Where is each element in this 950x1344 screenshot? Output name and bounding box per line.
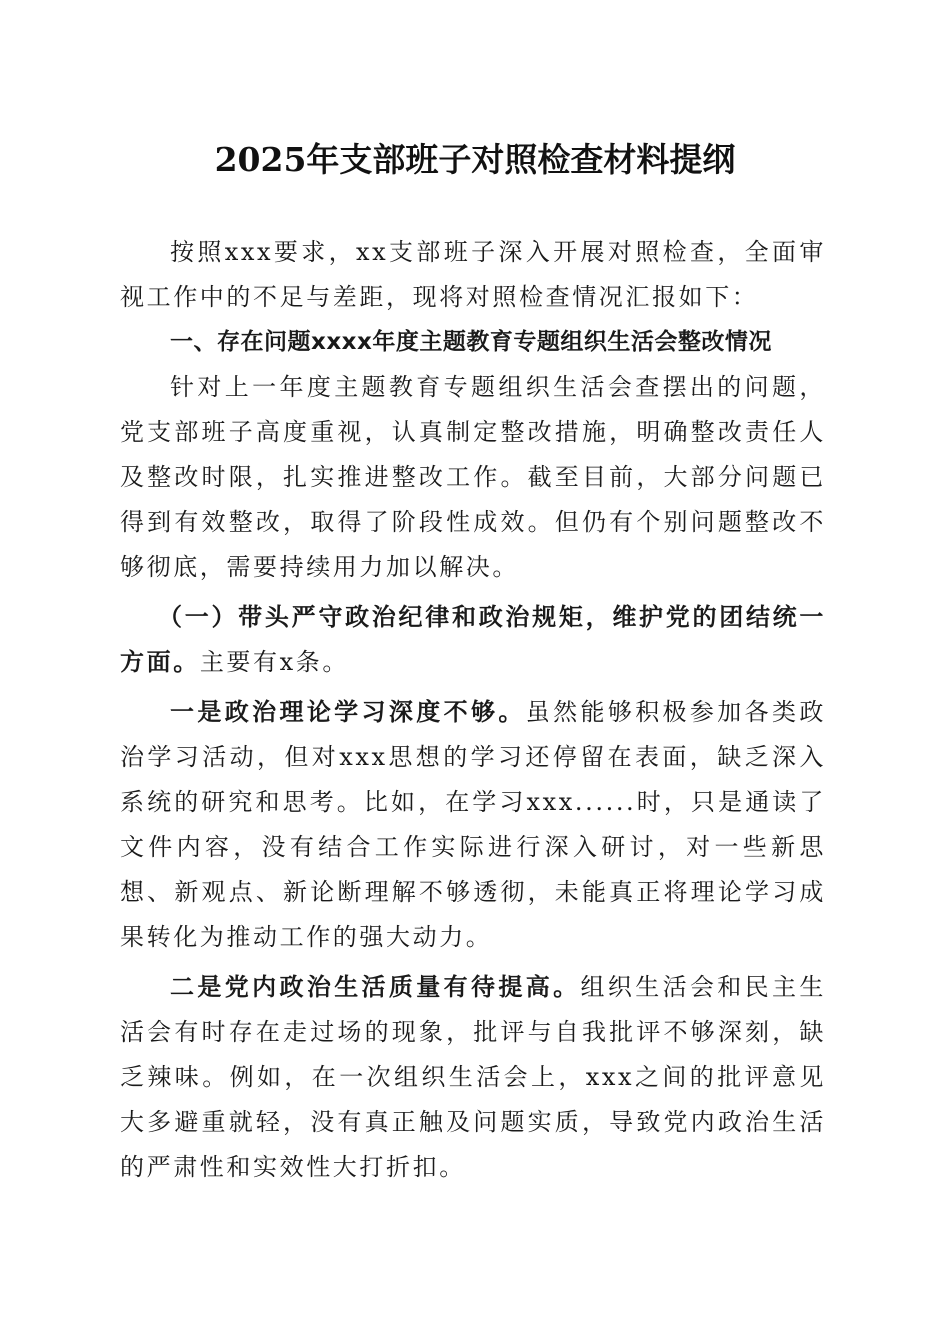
item-1-body: 虽然能够积极参加各类政治学习活动，但对xxx思想的学习还停留在表面，缺乏深入系统的研究和思考。比如，在学习xxx......时，只是通读了文件内容，没有结合工作实际进行深入研讨，对一些新思想、新观点、新论断理解不够透彻，未能真正将理论学习成果转化为推动工作的强大动力。: [120, 698, 826, 951]
subsection-heading-1: [120, 594, 826, 685]
item-2-body: 组织生活会和民主生活会有时存在走过场的现象，批评与自我批评不够深刻，缺乏辣味。例如，在一次组织生活会上，xxx之间的批评意见大多避重就轻，没有真正触及问题实质，导致党内政治生活的严肃性和实效性大打折扣。: [120, 973, 827, 1181]
subsection-item-count: 主要有x条。: [199, 648, 349, 676]
subsection-heading-text: （一）带头严守政治纪律和政治规矩，维护党的团结统一方面。: [120, 602, 826, 676]
section-heading-1: 一、存在问题xxxx年度主题教育专题组织生活会整改情况: [170, 329, 772, 355]
item-2-paragraph: [120, 964, 826, 1190]
intro-paragraph: 按照xxx要求，xx支部班子深入开展对照检查，全面审视工作中的不足与差距，现将对照检查情况汇报如下：: [120, 238, 826, 311]
item-2-lead: 二是党内政治生活质量有待提高。: [170, 972, 581, 1001]
document-body: [120, 230, 826, 1190]
document-title: 2025年支部班子对照检查材料提纲: [214, 140, 736, 179]
item-1-paragraph: [120, 689, 826, 960]
item-1-lead: 一是政治理论学习深度不够。: [170, 697, 526, 726]
section-1-paragraph: 针对上一年度主题教育专题组织生活会查摆出的问题，党支部班子高度重视，认真制定整改措施，明确整改责任人及整改时限，扎实推进整改工作。截至目前，大部分问题已得到有效整改，取得了阶段性成效。但仍有个别问题整改不够彻底，需要持续用力加以解决。: [120, 373, 826, 581]
